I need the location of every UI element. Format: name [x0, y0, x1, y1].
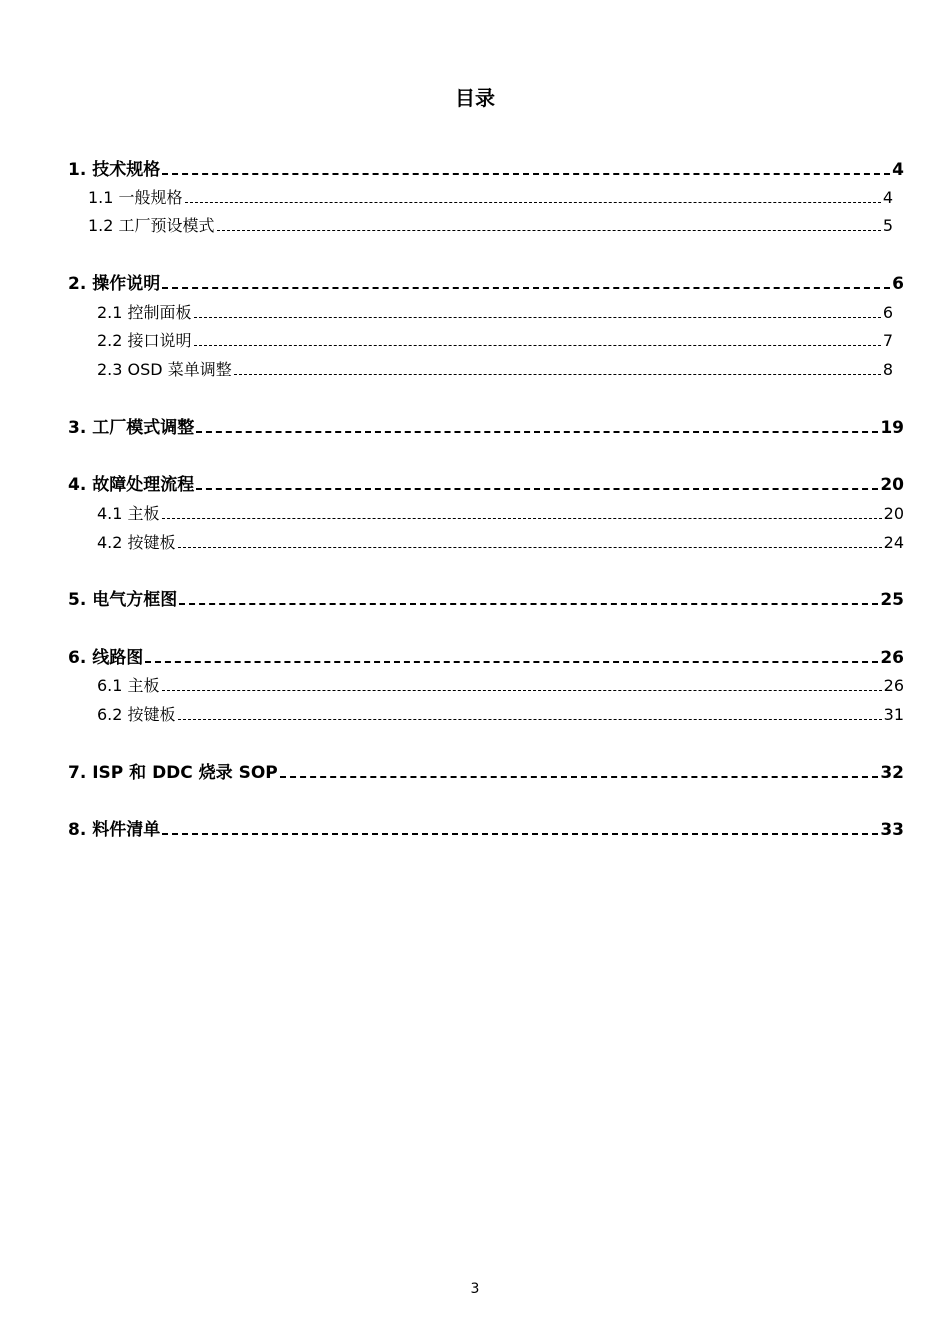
toc-entry-page: 24 — [883, 533, 904, 552]
dot-leader — [162, 518, 882, 519]
toc-entry-2-1[interactable] — [97, 301, 893, 325]
toc-entry-4[interactable] — [68, 473, 904, 497]
toc-entry-6[interactable] — [68, 646, 904, 670]
toc-entry-2-2[interactable] — [97, 329, 893, 353]
dot-leader — [194, 345, 881, 346]
toc-entry-6-2[interactable] — [97, 703, 904, 727]
toc-entry-page: 26 — [880, 648, 904, 668]
toc-entry-page: 26 — [883, 676, 904, 695]
dot-leader — [217, 230, 881, 231]
toc-entry-label: 5. 电气方框图 — [68, 590, 178, 610]
toc-entry-label: 6. 线路图 — [68, 648, 144, 668]
toc-entry-page: 8 — [882, 360, 893, 379]
dot-leader — [162, 173, 890, 175]
toc-entry-1-1[interactable] — [88, 186, 893, 210]
toc-entry-2[interactable] — [68, 272, 904, 296]
toc-entry-label: 8. 料件清单 — [68, 820, 161, 840]
toc-entry-5[interactable] — [68, 588, 904, 612]
toc-entry-page: 4 — [892, 160, 904, 180]
dot-leader — [196, 488, 878, 490]
toc-entry-4-1[interactable] — [97, 502, 904, 526]
toc-entry-page: 6 — [882, 303, 893, 322]
toc-entry-3[interactable] — [68, 416, 904, 440]
dot-leader — [162, 287, 890, 289]
toc-entry-7[interactable] — [68, 761, 904, 785]
toc-entry-1-2[interactable] — [88, 214, 893, 238]
toc-entry-label: 4.1 主板 — [97, 504, 160, 523]
dot-leader — [178, 719, 882, 720]
dot-leader — [179, 603, 878, 605]
toc-entry-page: 20 — [883, 504, 904, 523]
toc-entry-page: 19 — [880, 418, 904, 438]
toc-entry-8[interactable] — [68, 818, 904, 842]
toc-entry-label: 6.2 按键板 — [97, 705, 176, 724]
toc-entry-label: 2. 操作说明 — [68, 274, 161, 294]
toc-entry-page: 25 — [880, 590, 904, 610]
toc-entry-page: 20 — [880, 475, 904, 495]
toc-entry-1[interactable] — [68, 158, 904, 182]
dot-leader — [194, 317, 881, 318]
toc-entry-page: 32 — [880, 763, 904, 783]
dot-leader — [280, 776, 879, 778]
dot-leader — [185, 202, 881, 203]
toc-entry-6-1[interactable] — [97, 674, 904, 698]
toc-entry-page: 5 — [882, 216, 893, 235]
toc-entry-label: 1. 技术规格 — [68, 160, 161, 180]
toc-entry-page: 31 — [883, 705, 904, 724]
toc-entry-label: 4. 故障处理流程 — [68, 475, 195, 495]
toc-entry-page: 4 — [882, 188, 893, 207]
toc-entry-page: 33 — [880, 820, 904, 840]
toc-entry-label: 1.2 工厂预设模式 — [88, 216, 215, 235]
toc-entry-2-3[interactable] — [97, 358, 893, 382]
dot-leader — [145, 661, 878, 663]
page-number: 3 — [470, 1281, 480, 1297]
toc-entry-label: 2.2 接口说明 — [97, 331, 192, 350]
toc-entry-page: 7 — [882, 331, 893, 350]
dot-leader — [162, 690, 882, 691]
dot-leader — [234, 374, 881, 375]
dot-leader — [178, 547, 882, 548]
toc-entry-label: 6.1 主板 — [97, 676, 160, 695]
toc-entry-label: 2.3 OSD 菜单调整 — [97, 360, 232, 379]
toc-entry-label: 7. ISP 和 DDC 烧录 SOP — [68, 763, 278, 783]
toc-entry-label: 4.2 按键板 — [97, 533, 176, 552]
toc-entry-label: 3. 工厂模式调整 — [68, 418, 195, 438]
toc-entry-4-2[interactable] — [97, 531, 904, 555]
dot-leader — [196, 431, 878, 433]
toc-entry-label: 1.1 一般规格 — [88, 188, 183, 207]
toc-entry-page: 6 — [892, 274, 904, 294]
toc-entry-label: 2.1 控制面板 — [97, 303, 192, 322]
page-title: 目录 — [455, 86, 495, 110]
dot-leader — [162, 833, 878, 835]
